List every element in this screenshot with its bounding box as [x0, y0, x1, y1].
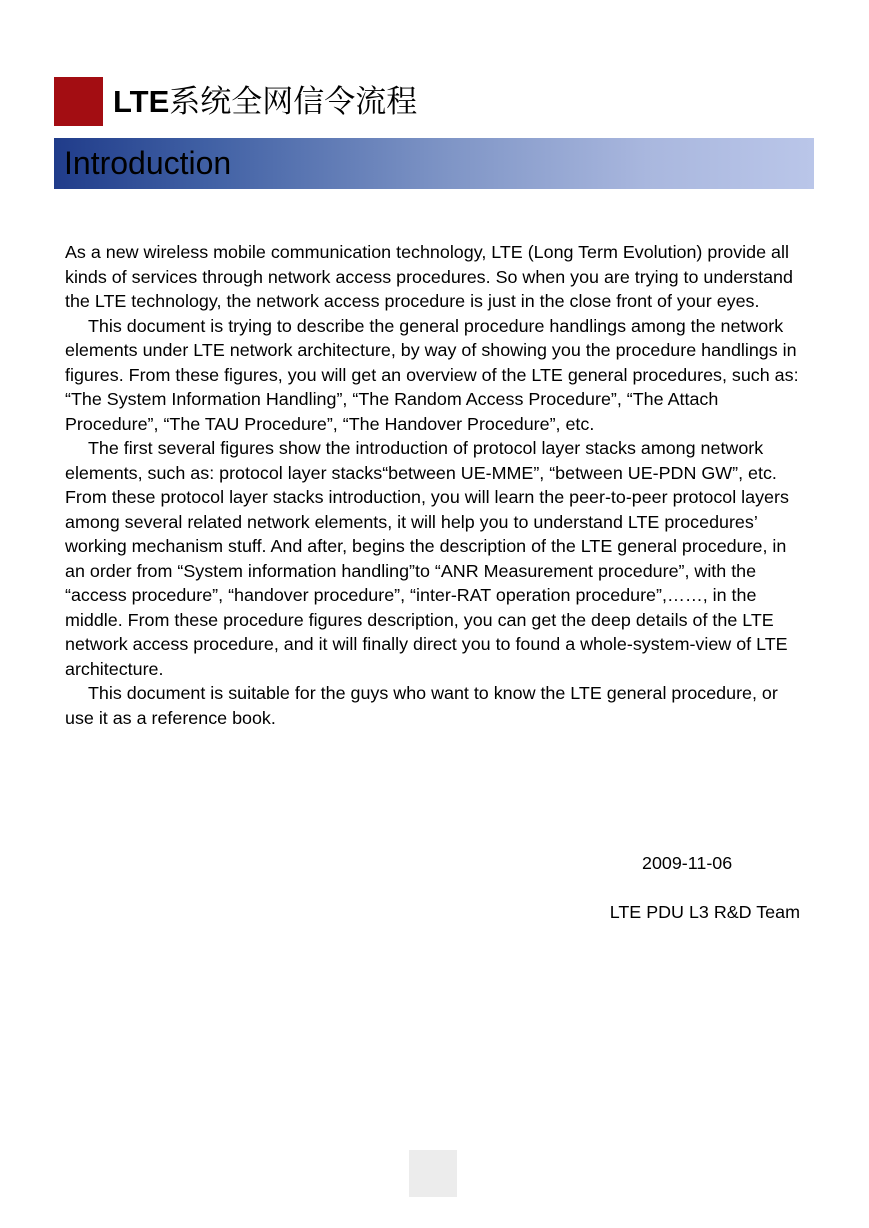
document-title	[113, 77, 417, 127]
red-square-marker	[54, 77, 103, 126]
page-number-box	[409, 1150, 457, 1197]
document-title-en: LTE	[113, 83, 170, 119]
paragraph-2: This document is trying to describe the general procedure handlings among the network elements under LTE network architecture, by way of showing you the procedure handlings in figures. From these figures, you will get an overview of the LTE general procedures, such as: “The System Information Handling”, “The Random Access Procedure”, “The Attach Procedure”, “The TAU Procedure”, “The Handover Procedure”, etc.	[65, 315, 799, 434]
paragraph-1: As a new wireless mobile communication technology, LTE (Long Term Evolution) provide all kinds of services through network access procedures. So when you are trying to understand the LTE technology, the network access procedure is just in the close front of your eyes.	[65, 242, 793, 311]
paragraph-4: This document is suitable for the guys who want to know the LTE general procedure, or use it as a reference book.	[65, 683, 778, 728]
section-header-band	[54, 138, 814, 189]
document-title-zh: 系统全网信令流程	[169, 83, 418, 120]
author-team: LTE PDU L3 R&D Team	[609, 902, 800, 922]
paragraph-3: The first several figures show the introduction of protocol layer stacks among network elements, such as: protocol layer stacks“between UE-MME”, “between UE-PDN GW”, etc. From these protocol layer stacks introduction, you will learn the peer-to-peer protocol layers among several related network elements, it will help you to understand LTE procedures’ working mechanism stuff. And after, begins the description of the LTE general procedure, in an order from “System information handling”to “ANR Measurement procedure”, with the “access procedure”, “handover procedure”, “inter-RAT operation procedure”,……, in the middle. From these procedure figures description, you can get the deep details of the LTE network access procedure, and it will finally direct you to found a whole-system-view of LTE architecture.	[65, 438, 789, 679]
section-title: Introduction	[64, 145, 232, 181]
document-header	[54, 77, 417, 126]
document-date: 2009-11-06	[642, 853, 733, 873]
introduction-body	[65, 240, 805, 730]
